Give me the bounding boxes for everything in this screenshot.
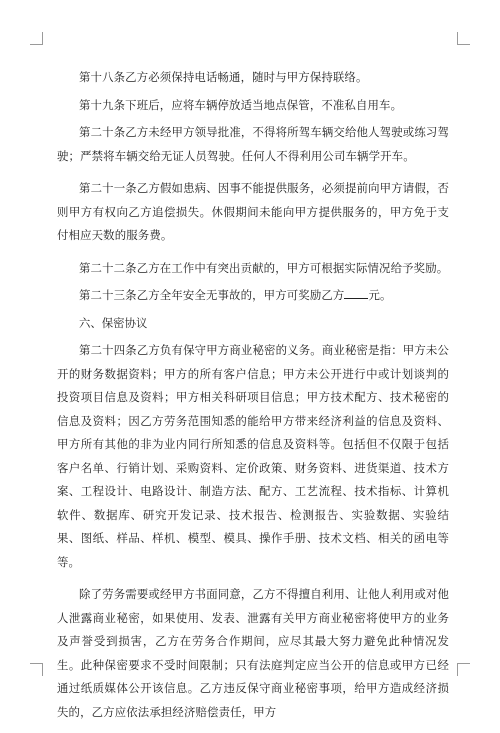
document-body: [57, 66, 449, 733]
clause-23: [57, 284, 449, 308]
crop-mark-bottom-left: [30, 663, 43, 676]
clause-20: 第二十条乙方未经甲方领导批准，不得将所驾车辆交给他人驾驶或练习驾驶；严禁将车辆交给无证人员驾驶。任何人不得利用公司车辆学开车。: [57, 125, 449, 163]
crop-mark-bottom-right: [457, 663, 470, 676]
clause-21: 第二十一条乙方假如患病、因事不能提供服务，必须提前向甲方请假，否则甲方有权向乙方追偿损失。休假期间未能向甲方提供服务的，甲方免于支付相应天数的服务费。: [57, 181, 449, 242]
crop-mark-top-right: [457, 32, 470, 45]
clause-18: 第十八条乙方必须保持电话畅通，随时与甲方保持联络。: [79, 70, 368, 84]
reward-amount-blank: [344, 286, 368, 299]
clause-25: 除了劳务需要或经甲方书面同意，乙方不得擅自利用、让他人利用或对他人泄露商业秘密，如果使用、发表、泄露有关甲方商业秘密将使甲方的业务及声誉受到损害，乙方在劳务合作期间，应尽其最大努力避免此种情况发生。此种保密要求不受时间限制；只有法庭判定应当公开的信息或甲方已经通过纸质媒体公开该信息。乙方违反保守商业秘密事项，给甲方造成经济损失的，乙方应依法承担经济赔偿责任，甲方: [57, 587, 449, 719]
section-title-confidentiality: 六、保密协议: [79, 315, 148, 330]
clause-22: 第二十二条乙方在工作中有突出贡献的，甲方可根据实际情况给予奖励。: [79, 260, 449, 275]
crop-mark-top-left: [30, 32, 43, 45]
clause-23-text: 第二十三条乙方全年安全无事故的，甲方可奖励乙方: [79, 288, 345, 302]
clause-24: 第二十四条乙方负有保守甲方商业秘密的义务。商业秘密是指：甲方未公开的财务数据资料；甲方的所有客户信息；甲方未公开进行中或计划谈判的投资项目信息及资料；甲方相关科研项目信息；甲方技术配方、技术秘密的信息及资料；因乙方劳务范围知悉的能给甲方带来经济利益的信息及资料、甲方所有其他的非为业内同行所知悉的信息及资料等。包括但不仅限于包括客户名单、行销计划、采购资料、定价政策、财务资料、进货渠道、技术方案、工程设计、电路设计、制造方法、配方、工艺流程、技术指标、计算机软件、数据库、研究开发记录、技术报告、检测报告、实验数据、实验结果、图纸、样品、样机、模型、模具、操作手册、技术文档、相关的函电等等。: [57, 343, 449, 569]
clause-19: 第十九条下班后，应将车辆停放适当地点保管，不准私自用车。: [79, 97, 403, 112]
clause-23-unit: 元。: [368, 288, 392, 302]
